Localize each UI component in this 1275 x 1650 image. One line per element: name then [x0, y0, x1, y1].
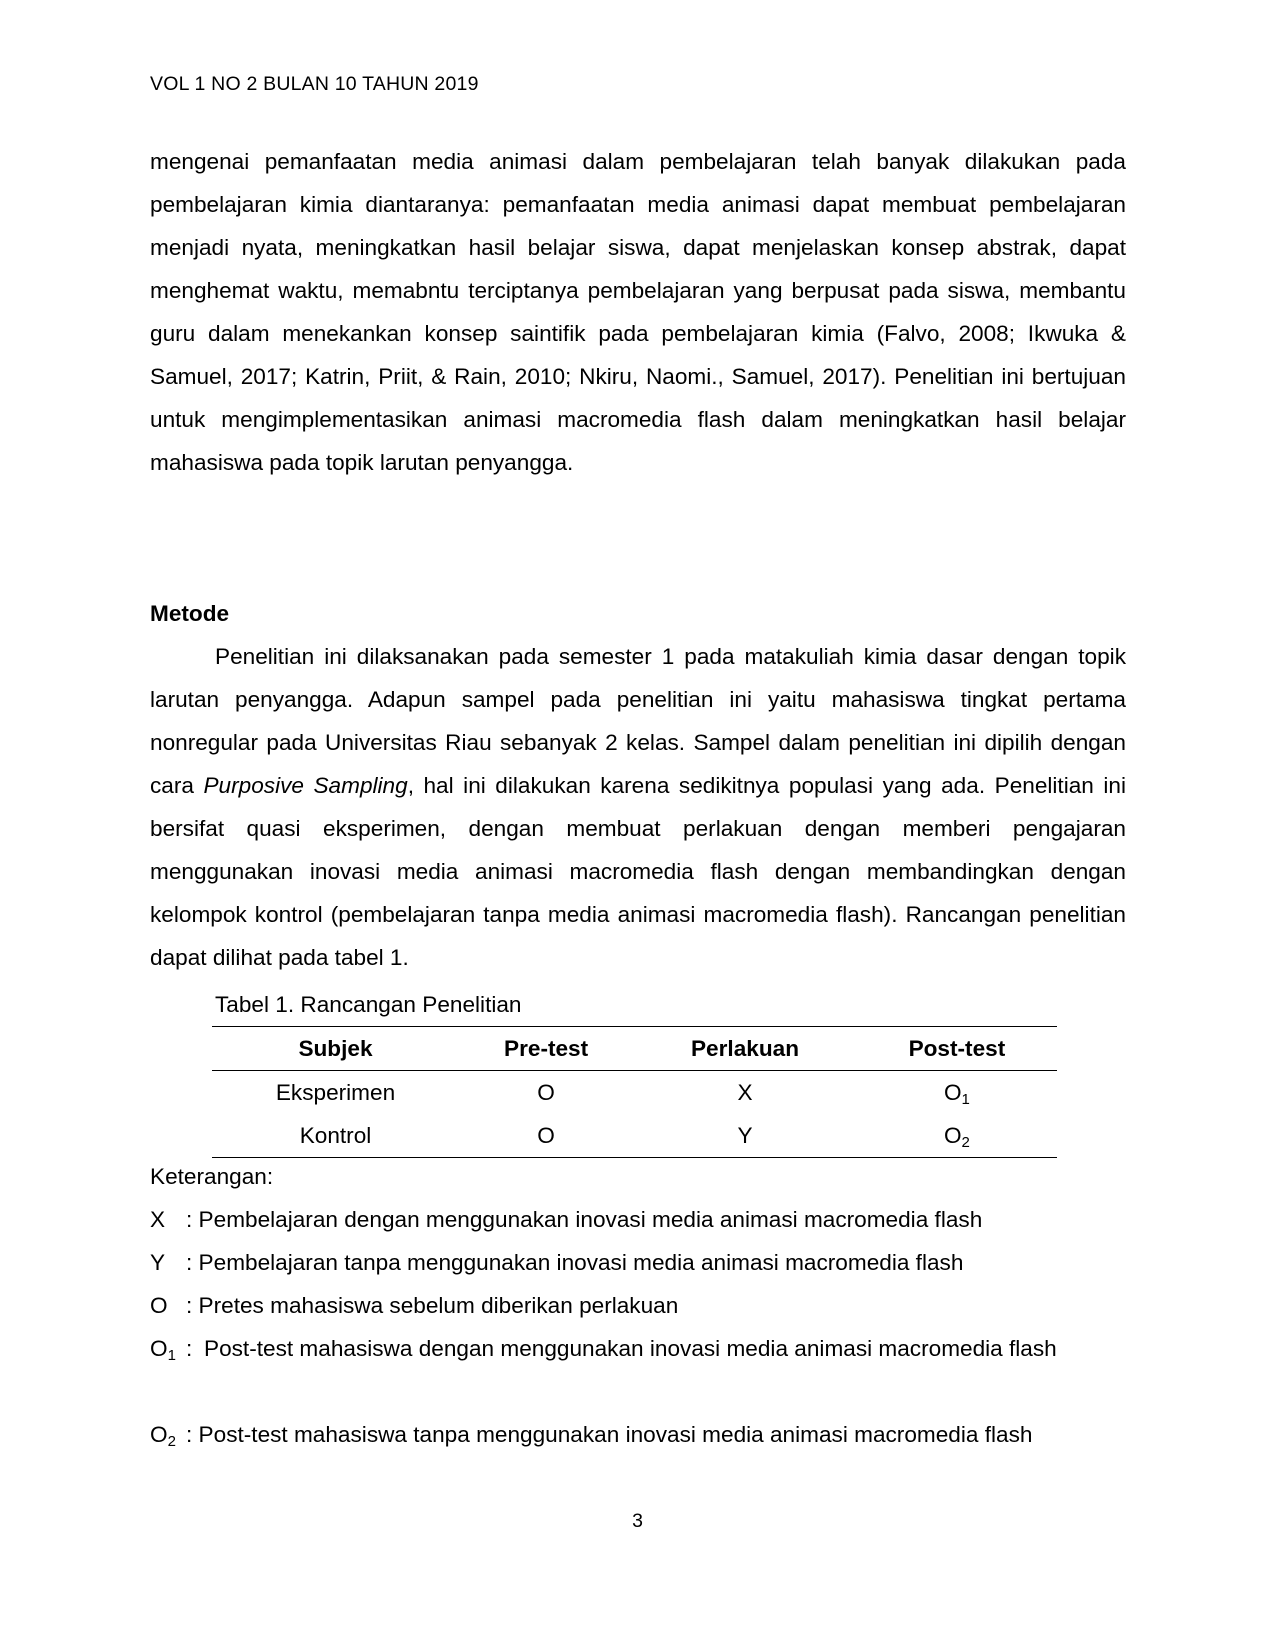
method-paragraph: [150, 635, 1126, 979]
column-header: Subjek: [298, 1035, 373, 1061]
posttest-symbol: O: [943, 1079, 962, 1105]
table-caption: Tabel 1. Rancangan Penelitian: [215, 992, 522, 1017]
note-symbol-subscript: 1: [167, 1347, 176, 1364]
note-item: [150, 1327, 1126, 1370]
research-design-table: [212, 1026, 1057, 1158]
intro-paragraph: mengenai pemanfaatan media animasi dalam pembelajaran telah banyak dilakukan pada pembelajaran kimia diantaranya: pemanfaatan media animasi dapat membuat pembelajaran menjadi nyata, meningkatkan hasil belajar siswa, dapat menjelaskan konsep abstrak, dapat menghemat waktu, memabntu terciptanya pembelajaran yang berpusat pada siswa, membantu guru dalam menekankan konsep saintifik pada pembelajaran kimia (Falvo, 2008; Ikwuka & Samuel, 2017; Katrin, Priit, & Rain, 2010; Nkiru, Naomi., Samuel, 2017). Penelitian ini bertujuan untuk mengimplementasikan animasi macromedia flash dalam meningkatkan hasil belajar mahasiswa pada topik larutan penyangga.: [150, 149, 1126, 475]
note-item: [150, 1284, 1126, 1327]
note-symbol: [150, 1413, 186, 1456]
note-text: : Pembelajaran tanpa menggunakan inovasi media animasi macromedia flash: [186, 1250, 964, 1275]
posttest-subscript: 2: [961, 1133, 970, 1151]
column-header: Post-test: [908, 1035, 1006, 1061]
note-symbol-subscript: 2: [167, 1433, 176, 1450]
posttest-subscript: 1: [961, 1090, 970, 1108]
note-text: : Pembelajaran dengan menggunakan inovasi media animasi macromedia flash: [186, 1207, 983, 1232]
method-italic-term: Purposive Sampling: [203, 773, 408, 798]
column-header: Pre-test: [504, 1035, 589, 1061]
note-text: : Pretes mahasiswa sebelum diberikan perlakuan: [186, 1293, 679, 1318]
note-symbol-letter: O: [150, 1422, 168, 1447]
table-cell: O: [459, 1071, 633, 1115]
note-symbol: [150, 1327, 186, 1370]
note-text: : Post-test mahasiswa tanpa menggunakan inovasi media animasi macromedia flash: [186, 1422, 1033, 1447]
note-symbol-letter: O: [150, 1336, 168, 1361]
section-heading: Metode: [150, 601, 230, 626]
table-cell: [857, 1071, 1057, 1115]
posttest-symbol: O: [943, 1122, 962, 1148]
note-text: Post-test mahasiswa dengan menggunakan inovasi media animasi macromedia flash: [204, 1336, 1057, 1361]
table-cell: Y: [633, 1114, 857, 1158]
note-item: [150, 1198, 1126, 1241]
note-item: [150, 1413, 1126, 1456]
note-symbol: X: [150, 1207, 166, 1232]
note-colon: :: [186, 1336, 193, 1361]
running-header: VOL 1 NO 2 BULAN 10 TAHUN 2019: [150, 73, 479, 95]
table-header-row: [212, 1027, 1057, 1071]
column-header: Perlakuan: [690, 1035, 799, 1061]
note-symbol: O: [150, 1293, 168, 1318]
table-cell: Eksperimen: [212, 1071, 459, 1115]
method-text-part2: , hal ini dilakukan karena sedikitnya populasi yang ada. Penelitian ini bersifat quasi eksperimen, dengan membuat perlakuan dengan memberi pengajaran menggunakan inovasi media animasi macromedia flash dengan membandingkan dengan kelompok kontrol (pembelajaran tanpa media animasi macromedia flash). Rancangan penelitian dapat dilihat pada tabel 1.: [150, 773, 1126, 970]
notes-title: Keterangan:: [150, 1164, 274, 1189]
note-symbol: Y: [150, 1250, 166, 1275]
page-number: 3: [632, 1510, 643, 1532]
table-cell: [857, 1114, 1057, 1158]
table-cell: Kontrol: [212, 1114, 459, 1158]
note-item: [150, 1241, 1126, 1284]
table-cell: X: [633, 1071, 857, 1115]
table-row: [212, 1071, 1057, 1115]
table-row: [212, 1114, 1057, 1158]
table-cell: O: [459, 1114, 633, 1158]
method-text-part1: Penelitian ini dilaksanakan pada semester 1 pada matakuliah kimia dasar dengan topik larutan penyangga. Adapun sampel pada penelitian ini yaitu mahasiswa tingkat pertama nonregular pada Universitas Riau sebanyak 2 kelas. Sampel dalam penelitian ini dipilih dengan cara: [150, 644, 1126, 798]
